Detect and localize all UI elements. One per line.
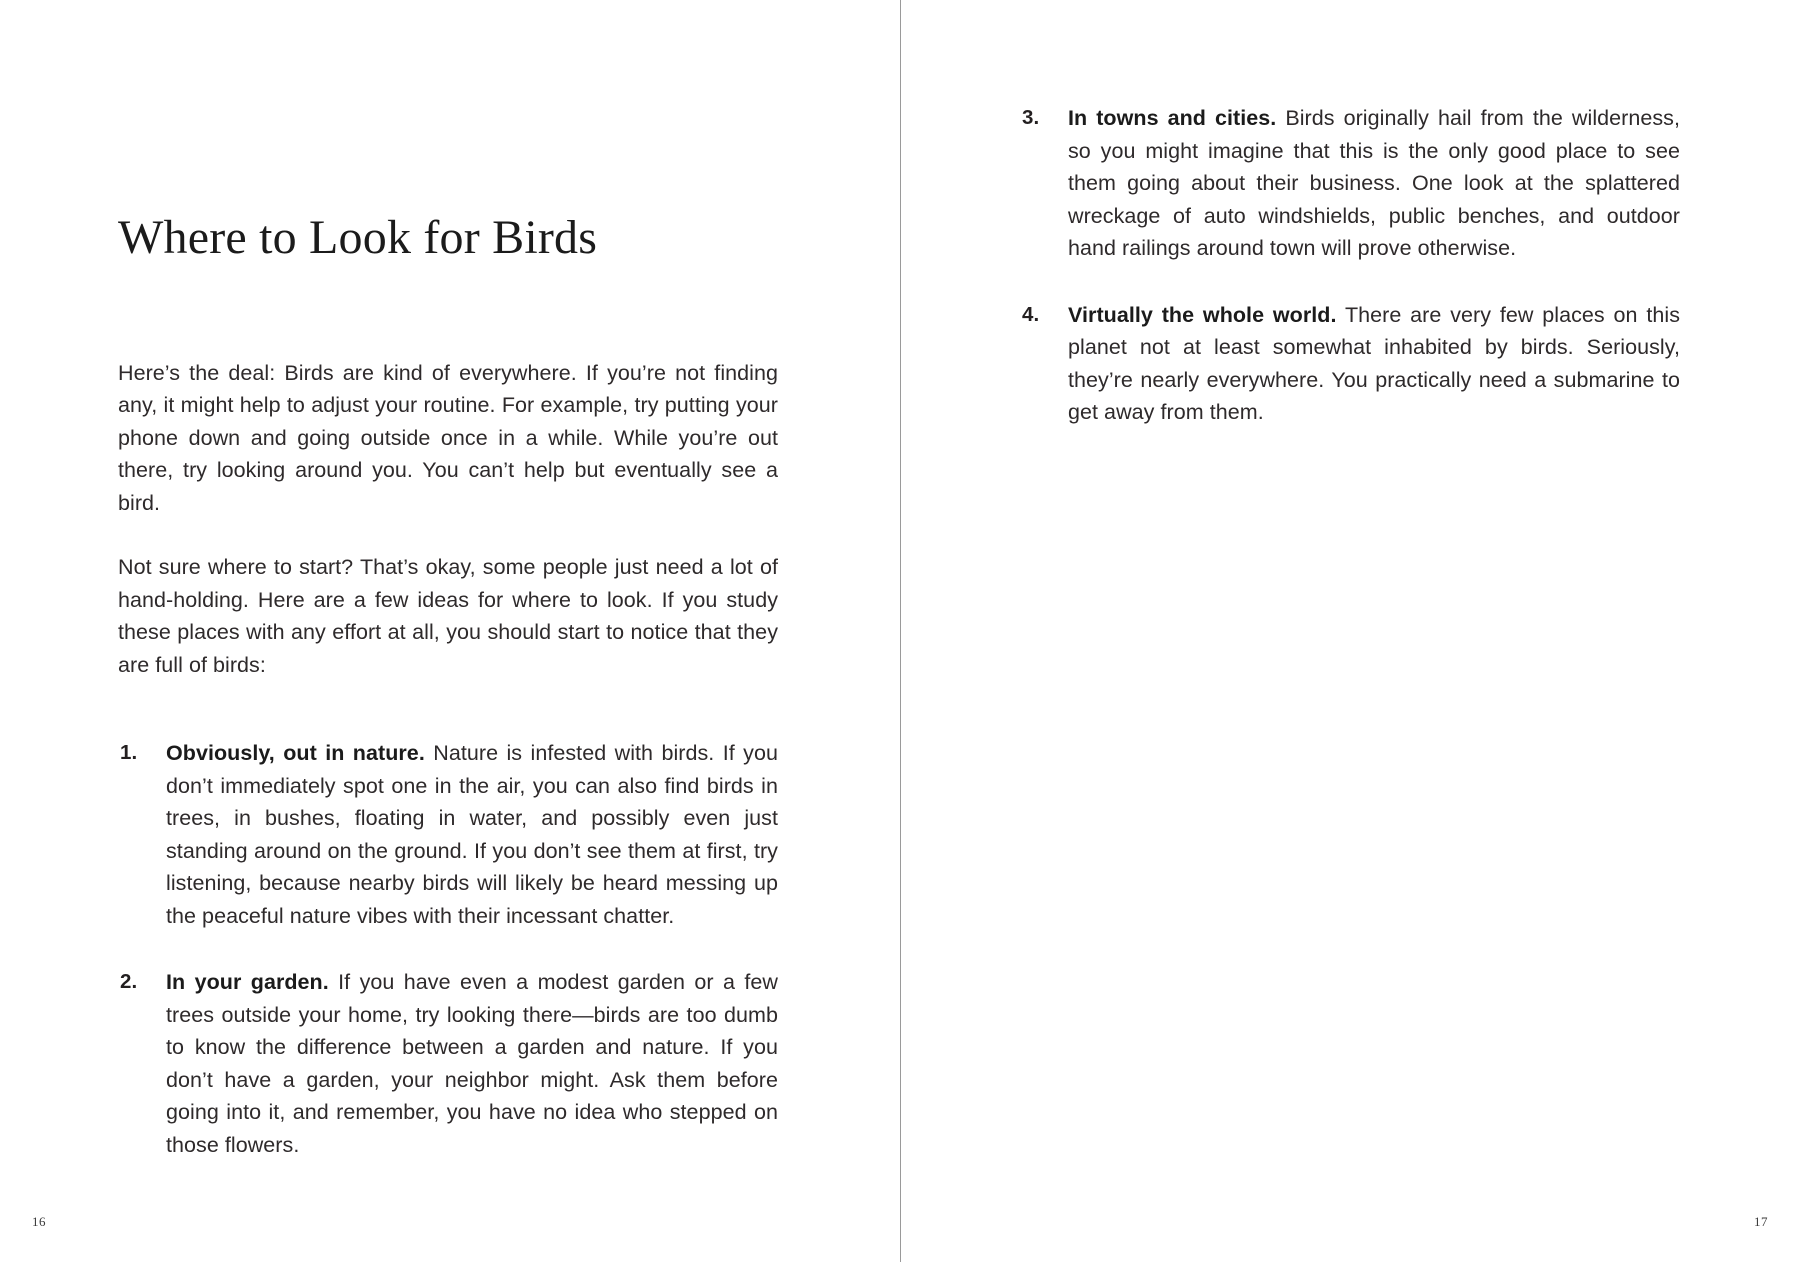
list-item-number: 2. [120, 970, 138, 994]
page-number-left: 16 [32, 1214, 46, 1229]
list-item [118, 737, 778, 932]
list-item-number: 1. [120, 741, 138, 765]
list-item [1020, 299, 1680, 429]
list-item-lead-in: In towns and cities. [1068, 106, 1277, 130]
page-right-content [1020, 0, 1680, 429]
page-right [900, 0, 1800, 1262]
list-item-lead-in: In your garden. [166, 970, 329, 995]
list-item-number: 4. [1022, 302, 1040, 326]
list-item-lead-in: Obviously, out in nature. [166, 741, 425, 766]
ideas-list-left [118, 737, 778, 1161]
ideas-list-right [1020, 0, 1680, 429]
page-title: Where to Look for Birds [118, 211, 598, 264]
intro-paragraph-1: Here’s the deal: Birds are kind of everywhere. If you’re not finding any, it might help to adjust your routine. For example, try putting your phone down and going outside once in a while. While you’re out there, try looking around you. You can’t help but eventually see a bird. [118, 360, 778, 515]
page-number-right: 17 [1754, 1214, 1768, 1229]
list-item-text: There are very few places on this planet not at least somewhat inhabited by birds. Seriously, they’re nearly everywhere. You practically need a submarine to get away from them. [1068, 302, 1680, 424]
page-left-content [118, 0, 778, 1161]
list-item-lead-in: Virtually the whole world. [1068, 302, 1337, 327]
intro-paragraph-2: Not sure where to start? That’s okay, some people just need a lot of hand-holding. Here are a few ideas for where to look. If you study these places with any effort at all, you should start to notice that they are full of birds: [118, 555, 778, 677]
list-item [118, 966, 778, 1161]
list-item [1020, 102, 1680, 265]
list-item-text: Birds originally hail from the wilderness, so you might imagine that this is the only good place to see them going about their business. One look at the splattered wreckage of auto windshields, public benches, and outdoor hand railings around town will prove otherwise. [1068, 106, 1681, 260]
list-item-number: 3. [1022, 106, 1040, 129]
list-item-text: If you have even a modest garden or a few trees outside your home, try looking there—birds are too dumb to know the difference between a garden and nature. If you don’t have a garden, your neighbor might. Ask them before going into it, and remember, you have no idea who stepped on those flowers. [166, 970, 778, 1157]
list-item-text: Nature is infested with birds. If you don’t immediately spot one in the air, you can also find birds in trees, in bushes, floating in water, and possibly even just standing around on the ground. If you don’t see them at first, try listening, because nearby birds will likely be heard messing up the peaceful nature vibes with their incessant chatter. [166, 741, 778, 928]
